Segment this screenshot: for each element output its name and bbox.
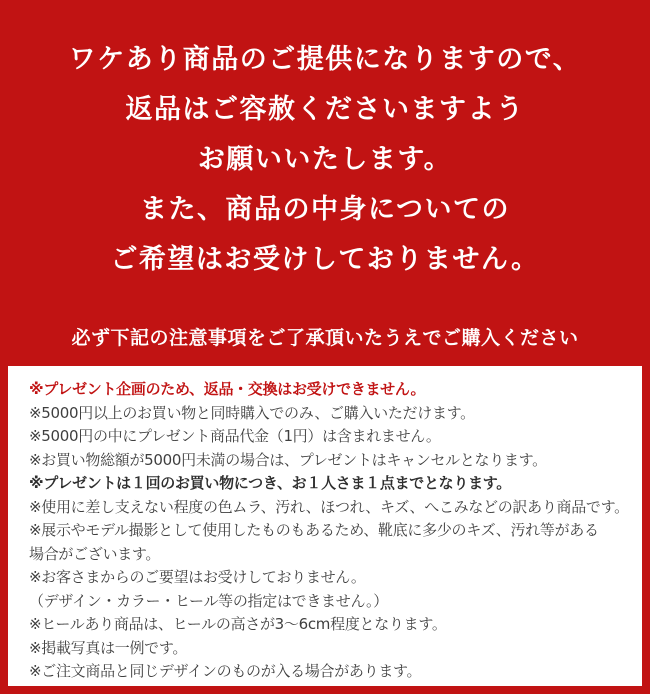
headline-line-1: ワケあり商品のご提供になりますので、	[68, 44, 582, 75]
note-gift-price-excluded: ※5000円の中にプレゼント商品代金（1円）は含まれません。	[29, 427, 441, 445]
notes-list	[29, 378, 629, 684]
note-display-use-line2: 場合がございます。	[29, 544, 161, 563]
note-one-per-person: ※プレゼントは１回のお買い物につき、お１人さま１点までとなります。	[29, 474, 511, 492]
note-heel-height: ※ヒールあり商品は、ヒールの高さが3～6cm程度となります。	[29, 615, 447, 633]
headline	[0, 0, 650, 285]
note-same-design-possible: ※ご注文商品と同じデザインのものが入る場合があります。	[29, 662, 422, 680]
note-no-return-exchange: ※プレゼント企画のため、返品・交換はお受けできません。	[29, 380, 426, 398]
headline-line-5: ご希望はお受けしておりません。	[110, 244, 540, 275]
note-display-use-line1: ※展示やモデル撮影として使用したものもあるため、靴底に多少のキズ、汚れ等がある	[29, 521, 599, 539]
note-photo-example: ※掲載写真は一例です。	[29, 638, 188, 657]
note-cancel-under-5000: ※お買い物総額が5000円未満の場合は、プレゼントはキャンセルとなります。	[29, 450, 547, 469]
notes-box	[8, 366, 642, 686]
headline-line-2: 返品はご容赦くださいますよう	[125, 94, 525, 125]
note-defect-description: ※使用に差し支えない程度の色ムラ、汚れ、ほつれ、キズ、へこみなどの訳あり商品です。	[29, 497, 629, 516]
purchase-warning-subtitle: 必ず下記の注意事項をご了承頂いたうえでご購入ください	[71, 327, 579, 349]
headline-line-4: また、商品の中身についての	[140, 194, 510, 225]
note-no-spec-selection: （デザイン・カラー・ヒール等の指定はできません。）	[29, 591, 388, 610]
headline-line-3: お願いいたします。	[197, 144, 453, 175]
note-no-requests: ※お客さまからのご要望はお受けしておりません。	[29, 568, 366, 586]
note-min-purchase: ※5000円以上のお買い物と同時購入でのみ、ご購入いただけます。	[29, 403, 475, 422]
